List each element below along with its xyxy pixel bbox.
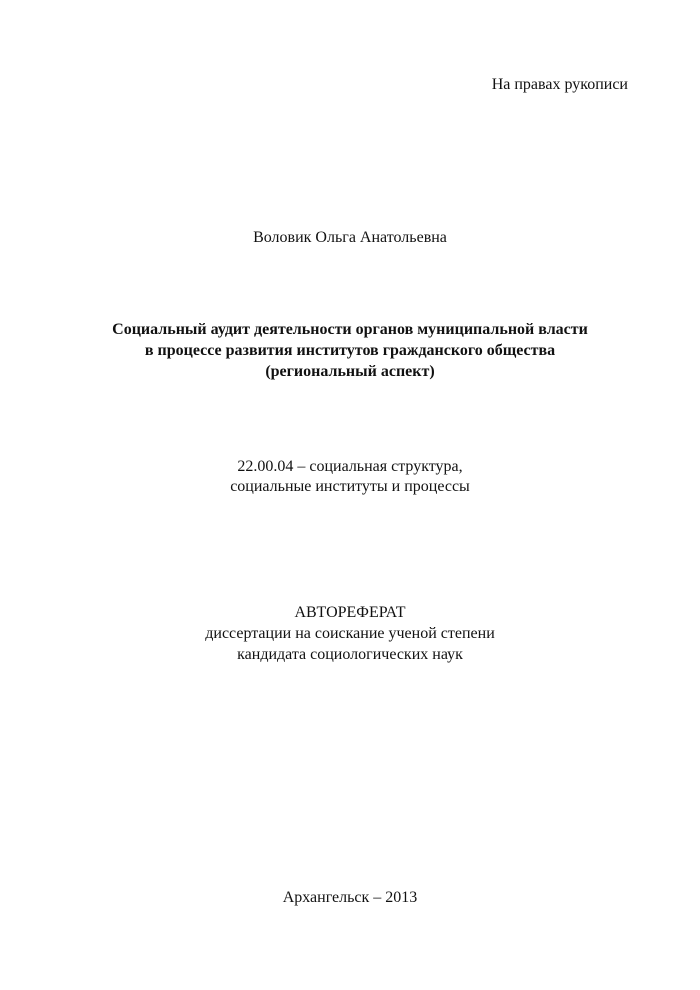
abstract-line-2: кандидата социологических наук xyxy=(237,646,463,663)
title-line-2: в процессе развития институтов гражданского общества xyxy=(144,342,556,359)
specialty-line-1: 22.00.04 – социальная структура, xyxy=(237,458,463,475)
author-name: Воловик Ольга Анатольевна xyxy=(253,229,447,246)
title-line-3: (региональный аспект) xyxy=(265,363,435,380)
abstract-line-1: диссертации на соискание ученой степени xyxy=(205,625,495,642)
abstract-heading: АВТОРЕФЕРАТ xyxy=(294,604,406,621)
rights-note: На правах рукописи xyxy=(491,76,628,93)
title-line-1: Социальный аудит деятельности органов муниципальной власти xyxy=(112,321,588,338)
place-year: Архангельск – 2013 xyxy=(282,889,418,906)
specialty-line-2: социальные институты и процессы xyxy=(230,478,470,495)
